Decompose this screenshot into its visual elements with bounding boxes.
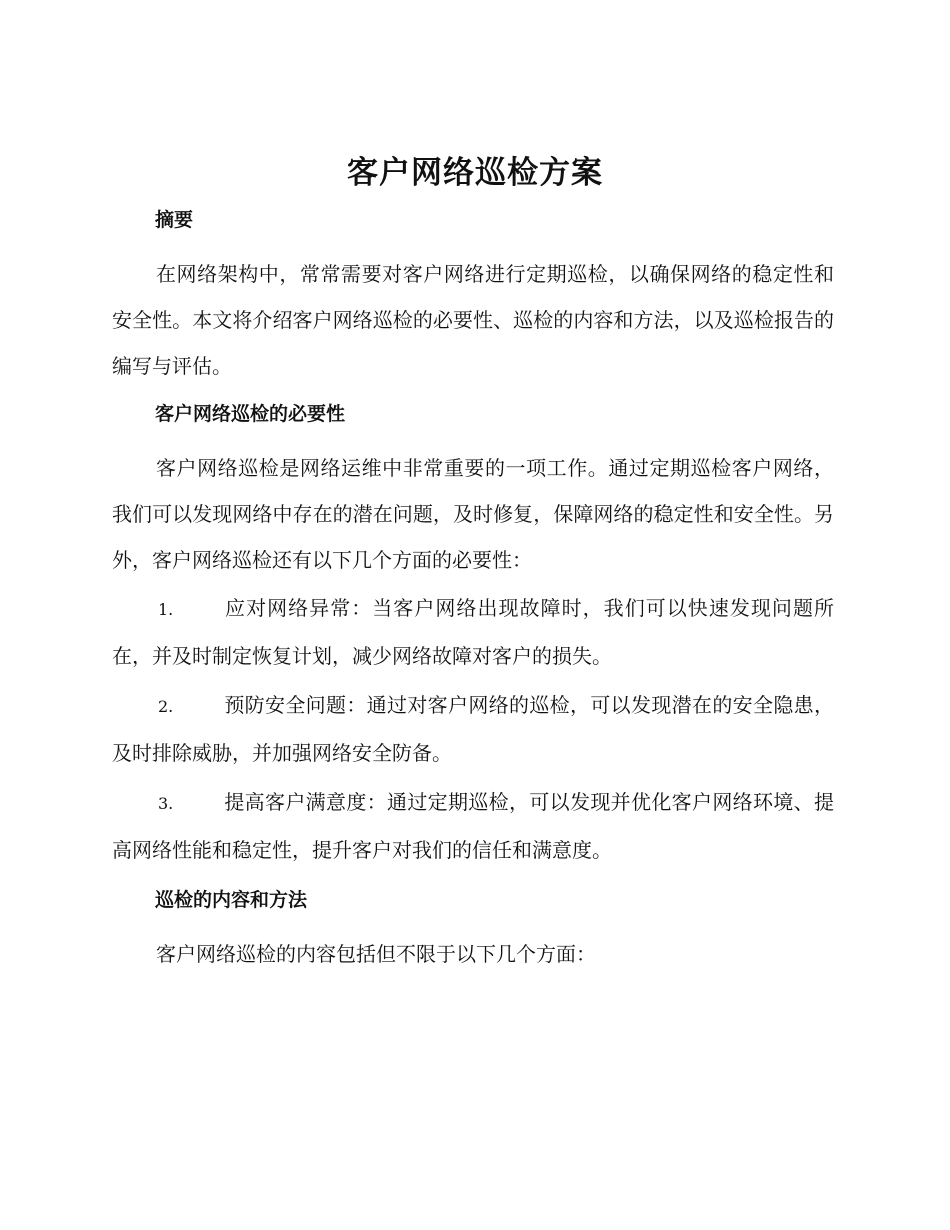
- necessity-paragraph: 客户网络巡检是网络运维中非常重要的一项工作。通过定期巡检客户网络，我们可以发现网络中存在的潜在问题，及时修复，保障网络的稳定性和安全性。另外，客户网络巡检还有以下几个方面的必要性：: [112, 456, 834, 572]
- list-item-text: 应对网络异常：当客户网络出现故障时，我们可以快速发现问题所在，并及时制定恢复计划，减少网络故障对客户的损失。: [112, 596, 834, 668]
- content-methods-paragraph: 客户网络巡检的内容包括但不限于以下几个方面：: [156, 942, 596, 966]
- list-item-number: 1.: [158, 600, 174, 619]
- list-item-text: 预防安全问题：通过对客户网络的巡检，可以发现潜在的安全隐患，及时排除威胁，并加强网络安全防备。: [112, 693, 834, 765]
- abstract-paragraph: 在网络架构中，常常需要对客户网络进行定期巡检，以确保网络的稳定性和安全性。本文将介绍客户网络巡检的必要性、巡检的内容和方法，以及巡检报告的编写与评估。: [112, 262, 834, 378]
- section-heading-content-methods: 巡检的内容和方法: [155, 889, 308, 911]
- list-item: [112, 779, 834, 873]
- list-item: [112, 682, 834, 776]
- section-heading-necessity: 客户网络巡检的必要性: [155, 403, 346, 425]
- list-item-number: 2.: [158, 697, 174, 716]
- list-item-number: 3.: [158, 794, 174, 813]
- section-heading-abstract: 摘要: [155, 209, 194, 231]
- document-title: 客户网络巡检方案: [347, 155, 603, 191]
- list-item-text: 提高客户满意度：通过定期巡检，可以发现并优化客户网络环境、提高网络性能和稳定性，提升客户对我们的信任和满意度。: [112, 790, 834, 862]
- list-item: [112, 585, 834, 679]
